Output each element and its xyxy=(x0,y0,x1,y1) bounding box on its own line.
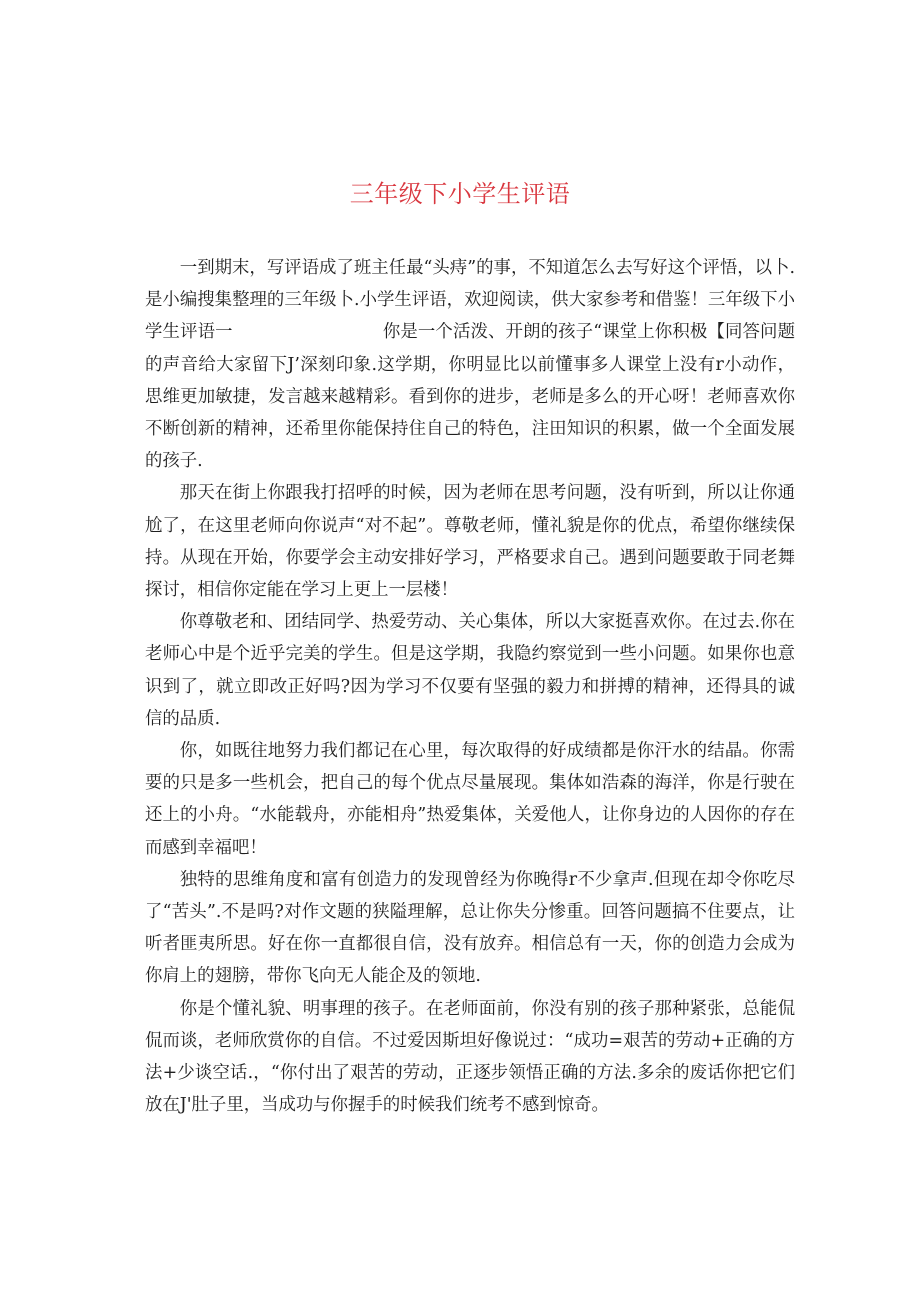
paragraph-3: 你尊敬老和、团结同学、热爱劳动、关心集体，所以大家挺喜欢你。在过去.你在老师心中是个近乎完美的学生。但是这学期，我隐约察觉到一些小问题。如果你也意识到了，就立即改正好吗?因为学习不仅要有坚强的毅力和拼搏的精神，还得具的诚信的品质. xyxy=(145,612,795,729)
paragraph-6: 你是个懂礼貌、明事理的孩子。在老师面前，你没有别的孩子那种紧张，总能侃侃而谈，老师欣赏你的自信。不过爱因斯坦好像说过：“成功=艰苦的劳动+正确的方法+少谈空话.，“你付出了艰苦的劳动，正逐步领悟正确的方法.多余的废话你把它们放在J'肚子里，当成功与你握手的时候我们统考不感到惊奇。 xyxy=(145,998,795,1116)
paragraph-2: 那天在街上你跟我打招呼的时候，因为老师在思考问题，没有听到，所以让你通尬了，在这里老师向你说声“对不起”。尊敬老师，懂礼貌是你的优点，希望你继续保持。从现在开始，你要学会主动安排好学习，严格要求自己。遇到问题要敢于同老舞探讨，相信你定能在学习上更上一层楼！ xyxy=(145,483,795,601)
paragraph-1-part-b: 你是一个活泼、开朗的孩子“课堂上你积极【同答问题的声音给大家留下J’深刻印象.这学期，你明显比以前懂事多人课堂上没有r小动作，思维更加敏捷，发言越来越精彩。看到你的进步，老师是多么的开心呀！老师喜欢你不断创新的精神，还希里你能保持住自己的特色，注田知识的积累，做一个全面发展的孩子. xyxy=(145,322,795,472)
paragraph-1-part-a: 一到期末，写评语成了班主任最“头痔”的事，不知道怎么去写好这个评悟，以卜.是小编搜集整理的三年级卜.小学生评语，欢迎阅读，供大家参考和借鉴！三年级下小学生评语一 xyxy=(145,258,795,343)
paragraph-4: 你，如既往地努力我们都记在心里，每次取得的好成绩都是你汗水的结晶。你需要的只是多一些机会，把自己的每个优点尽量展现。集体如浩森的海洋，你是行驶在还上的小舟。“水能载舟，亦能相舟”热爱集体，关爱他人，让你身边的人因你的存在而感到幸福吧！ xyxy=(145,741,795,858)
paragraph-5: 独特的思维角度和富有创造力的发现曾经为你晚得r不少拿声.但现在却令你吃尽了“苦头”.不是吗?对作文题的狭隘理解，总让你失分惨重。回答问题搞不住要点，让听者匪夷所思。好在你一直都很自信，没有放弃。相信总有一天，你的创造力会成为你肩上的翅膀，带你飞向无人能企及的领地. xyxy=(145,869,795,987)
paragraph-1 xyxy=(145,252,795,477)
document-body xyxy=(145,252,795,1121)
document-title: 三年级下小学生评语 xyxy=(349,180,571,208)
